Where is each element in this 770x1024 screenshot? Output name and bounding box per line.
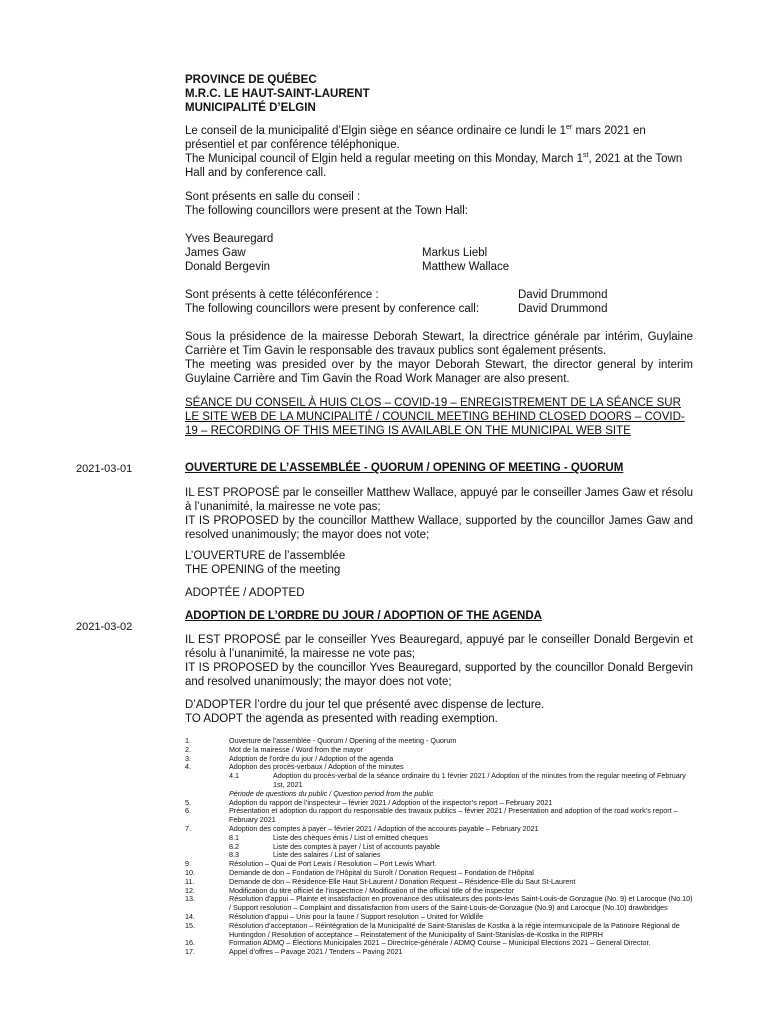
res1-body (185, 549, 693, 577)
res2-body (185, 698, 693, 726)
agenda-item: 4. Adoption des procès-verbaux / Adoption of the minutes (185, 762, 404, 772)
agenda-item: 11. Demande de don – Résidence-Elle Haut St-Laurent / Donation Request – Résidence-Elle du Saut St-Laurent (185, 876, 576, 886)
present-conf-fr: Sont présents à cette téléconférence : (185, 289, 379, 301)
motion-fr: IL EST PROPOSÉ par le conseiller Yves Beauregard, appuyé par le conseiller Donald Bergevin et résolu à l’unanimité, la mairesse ne vote pas; (185, 634, 693, 660)
header-municipality: MUNICIPALITÉ D’ELGIN (185, 102, 316, 114)
agenda-item: 10. Demande de don – Fondation de l’Hôpital du Suroît / Donation Request – Fondation de l’Hôpital (185, 867, 534, 877)
agenda-item: 2. Mot de la mairesse / Word from the mayor (185, 744, 364, 754)
present-conf (185, 288, 479, 316)
header-province: PROVINCE DE QUÉBEC (185, 74, 317, 86)
motion-fr: IL EST PROPOSÉ par le conseiller Matthew Wallace, appuyé par le conseiller James Gaw et résolu à l’unanimité, la mairesse ne vote pas; (185, 487, 693, 513)
presidency-fr: Sous la présidence de la mairesse Deborah Stewart, la directrice générale par intérim, Guylaine Carrière et Tim Gavin le responsable des travaux publics sont également présents. (185, 331, 693, 357)
councillors-left (185, 232, 273, 274)
agenda-item: 5. Adoption du rapport de l’inspecteur – février 2021 / Adoption of the inspector’s report – February 2021 (185, 797, 553, 807)
present-hall-en: The following councillors were present at the Town Hall: (185, 205, 468, 217)
agenda-item: 7. Adoption des comptes à payer – février 2021 / Adoption of the accounts payable – February 2021 (185, 823, 539, 833)
councillor-name: Donald Bergevin (185, 261, 271, 273)
present-hall-fr: Sont présents en salle du conseil : (185, 191, 361, 203)
res2-motion (185, 633, 693, 689)
intro-fr: Le conseil de la municipalité d’Elgin siège en séance ordinaire ce lundi le 1er mars 2021 en présentiel et par conférence téléphonique. (185, 124, 646, 151)
councillor-name: Matthew Wallace (422, 261, 510, 273)
agenda-item: Période de questions du public / Question period from the public (229, 788, 434, 798)
body-en: THE OPENING of the meeting (185, 564, 341, 576)
present-conf-names (518, 288, 607, 316)
body-fr: D’ADOPTER l’ordre du jour tel que présenté avec dispense de lecture. (185, 699, 545, 711)
header-mrc: M.R.C. LE HAUT-SAINT-LAURENT (185, 88, 370, 100)
intro-paragraph (185, 124, 693, 180)
adopted-label: ADOPTÉE / ADOPTED (185, 587, 305, 599)
body-fr: L’OUVERTURE de l’assemblée (185, 550, 346, 562)
resolution-title: OUVERTURE DE L’ASSEMBLÉE - QUORUM / OPENING OF MEETING - QUORUM (185, 462, 624, 474)
agenda-item: 17. Appel d’offres – Pavage 2021 / Tenders – Paving 2021 (185, 947, 403, 957)
agenda-subitem: 8.1 Liste des chèques émis / List of emitted cheques (229, 832, 429, 842)
res1-motion (185, 486, 693, 542)
agenda-item: 16. Formation ADMQ – Élections Municipales 2021 – Directrice-générale / ADMQ Course – Municipal Elections 2021 – General Director. (185, 938, 651, 948)
presidency-en: The meeting was presided over by the mayor Deborah Stewart, the director general by interim Guylaine Carrière and Tim Gavin the Road Work Manager are also present. (185, 359, 693, 385)
agenda-item: 15. Résolution d’acceptation – Réintégration de la Municipalité de Saint-Stanislas de Kostka à la régie intermunicipale de la Patinoire Régional de Huntingdon / Resolution of acceptance – Reinstatement of the Municipality of Saint-Stanislas-de-Kostka in the RIPRH (185, 920, 680, 939)
present-conf-en: The following councillors were present by conference call: (185, 303, 480, 315)
resolution-title: ADOPTION DE L’ORDRE DU JOUR / ADOPTION OF THE AGENDA (185, 610, 542, 622)
motion-en: IT IS PROPOSED by the councillor Yves Beauregard, supported by the councillor Donald Bergevin and resolved unanimously; the mayor does not vote; (185, 662, 693, 688)
councillors-right (422, 246, 509, 274)
agenda-item: 12. Modification du titre officiel de l’inspectrice / Modification of the official title of the inspector (185, 885, 514, 895)
closed-doors-notice: SÉANCE DU CONSEIL À HUIS CLOS – COVID-19 – ENREGISTREMENT DE LA SÉANCE SUR LE SITE WEB DE LA MUNCIPALITÉ / COUNCIL MEETING BEHIND CLOSED DOORS – COVID-19 – RECORDING OF THIS MEETING IS AVAILABLE ON THE MUNICIPAL WEB SITE (185, 397, 685, 437)
agenda-subitem: 4.1 Adoption du procès-verbal de la séance ordinaire du 1 février 2021 / Adoption of the minutes from the regular meeting of February 1st, 2021 (229, 771, 686, 789)
presidency-paragraph (185, 330, 693, 386)
agenda-item: 1. Ouverture de l’assemblée - Quorum / Opening of the meeting - Quorum (185, 736, 457, 745)
councillor-name: James Gaw (185, 247, 246, 259)
councillor-name: Markus Liebl (422, 247, 488, 259)
agenda-item: 13. Résolution d’appui – Plainte et insatisfaction en provenance des utilisateurs des ponts-levis Saint-Louis-de Gonzague (No. 9) et Larocque (No.10) / Support resolution – Complaint and dissatisfaction from users of the Saint-Louis-de-Gonzague (No.9) and Larocque (No.10) drawbridges (185, 894, 693, 913)
councillor-name: Yves Beauregard (185, 233, 274, 245)
present-hall (185, 190, 693, 218)
conf-councillor-name: David Drummond (518, 303, 608, 315)
body-en: TO ADOPT the agenda as presented with reading exemption. (185, 713, 498, 725)
resolution-number: 2021-03-02 (76, 621, 133, 633)
resolution-number: 2021-03-01 (76, 463, 133, 475)
conf-councillor-name: David Drummond (518, 289, 608, 301)
agenda-item: 3. Adoption de l’ordre du jour / Adoption of the agenda (185, 753, 394, 763)
document-header (185, 73, 370, 115)
agenda-list (185, 737, 695, 957)
intro-en: The Municipal council of Elgin held a regular meeting on this Monday, March 1st, 2021 at the Town Hall and by conference call. (185, 152, 683, 179)
agenda-item: 14. Résolution d’appui – Unis pour la faune / Support resolution – United for Wildlife (185, 911, 484, 921)
motion-en: IT IS PROPOSED by the councillor Matthew Wallace, supported by the councillor James Gaw and resolved unanimously; the mayor does not vote; (185, 515, 693, 541)
agenda-subitem: 8.2 Liste des comptes à payer / List of accounts payable (229, 841, 441, 851)
agenda-subitem: 8.3 Liste des salaires / List of salaries (229, 850, 381, 860)
agenda-item: 9. Résolution – Quai de Port Lewis / Resolution – Port Lewis Wharf. (185, 859, 437, 869)
agenda-item: 6. Présentation et adoption du rapport du responsable des travaux publics – février 2021 / Presentation and adoption of the road work’s report – February 2021 (185, 806, 678, 825)
